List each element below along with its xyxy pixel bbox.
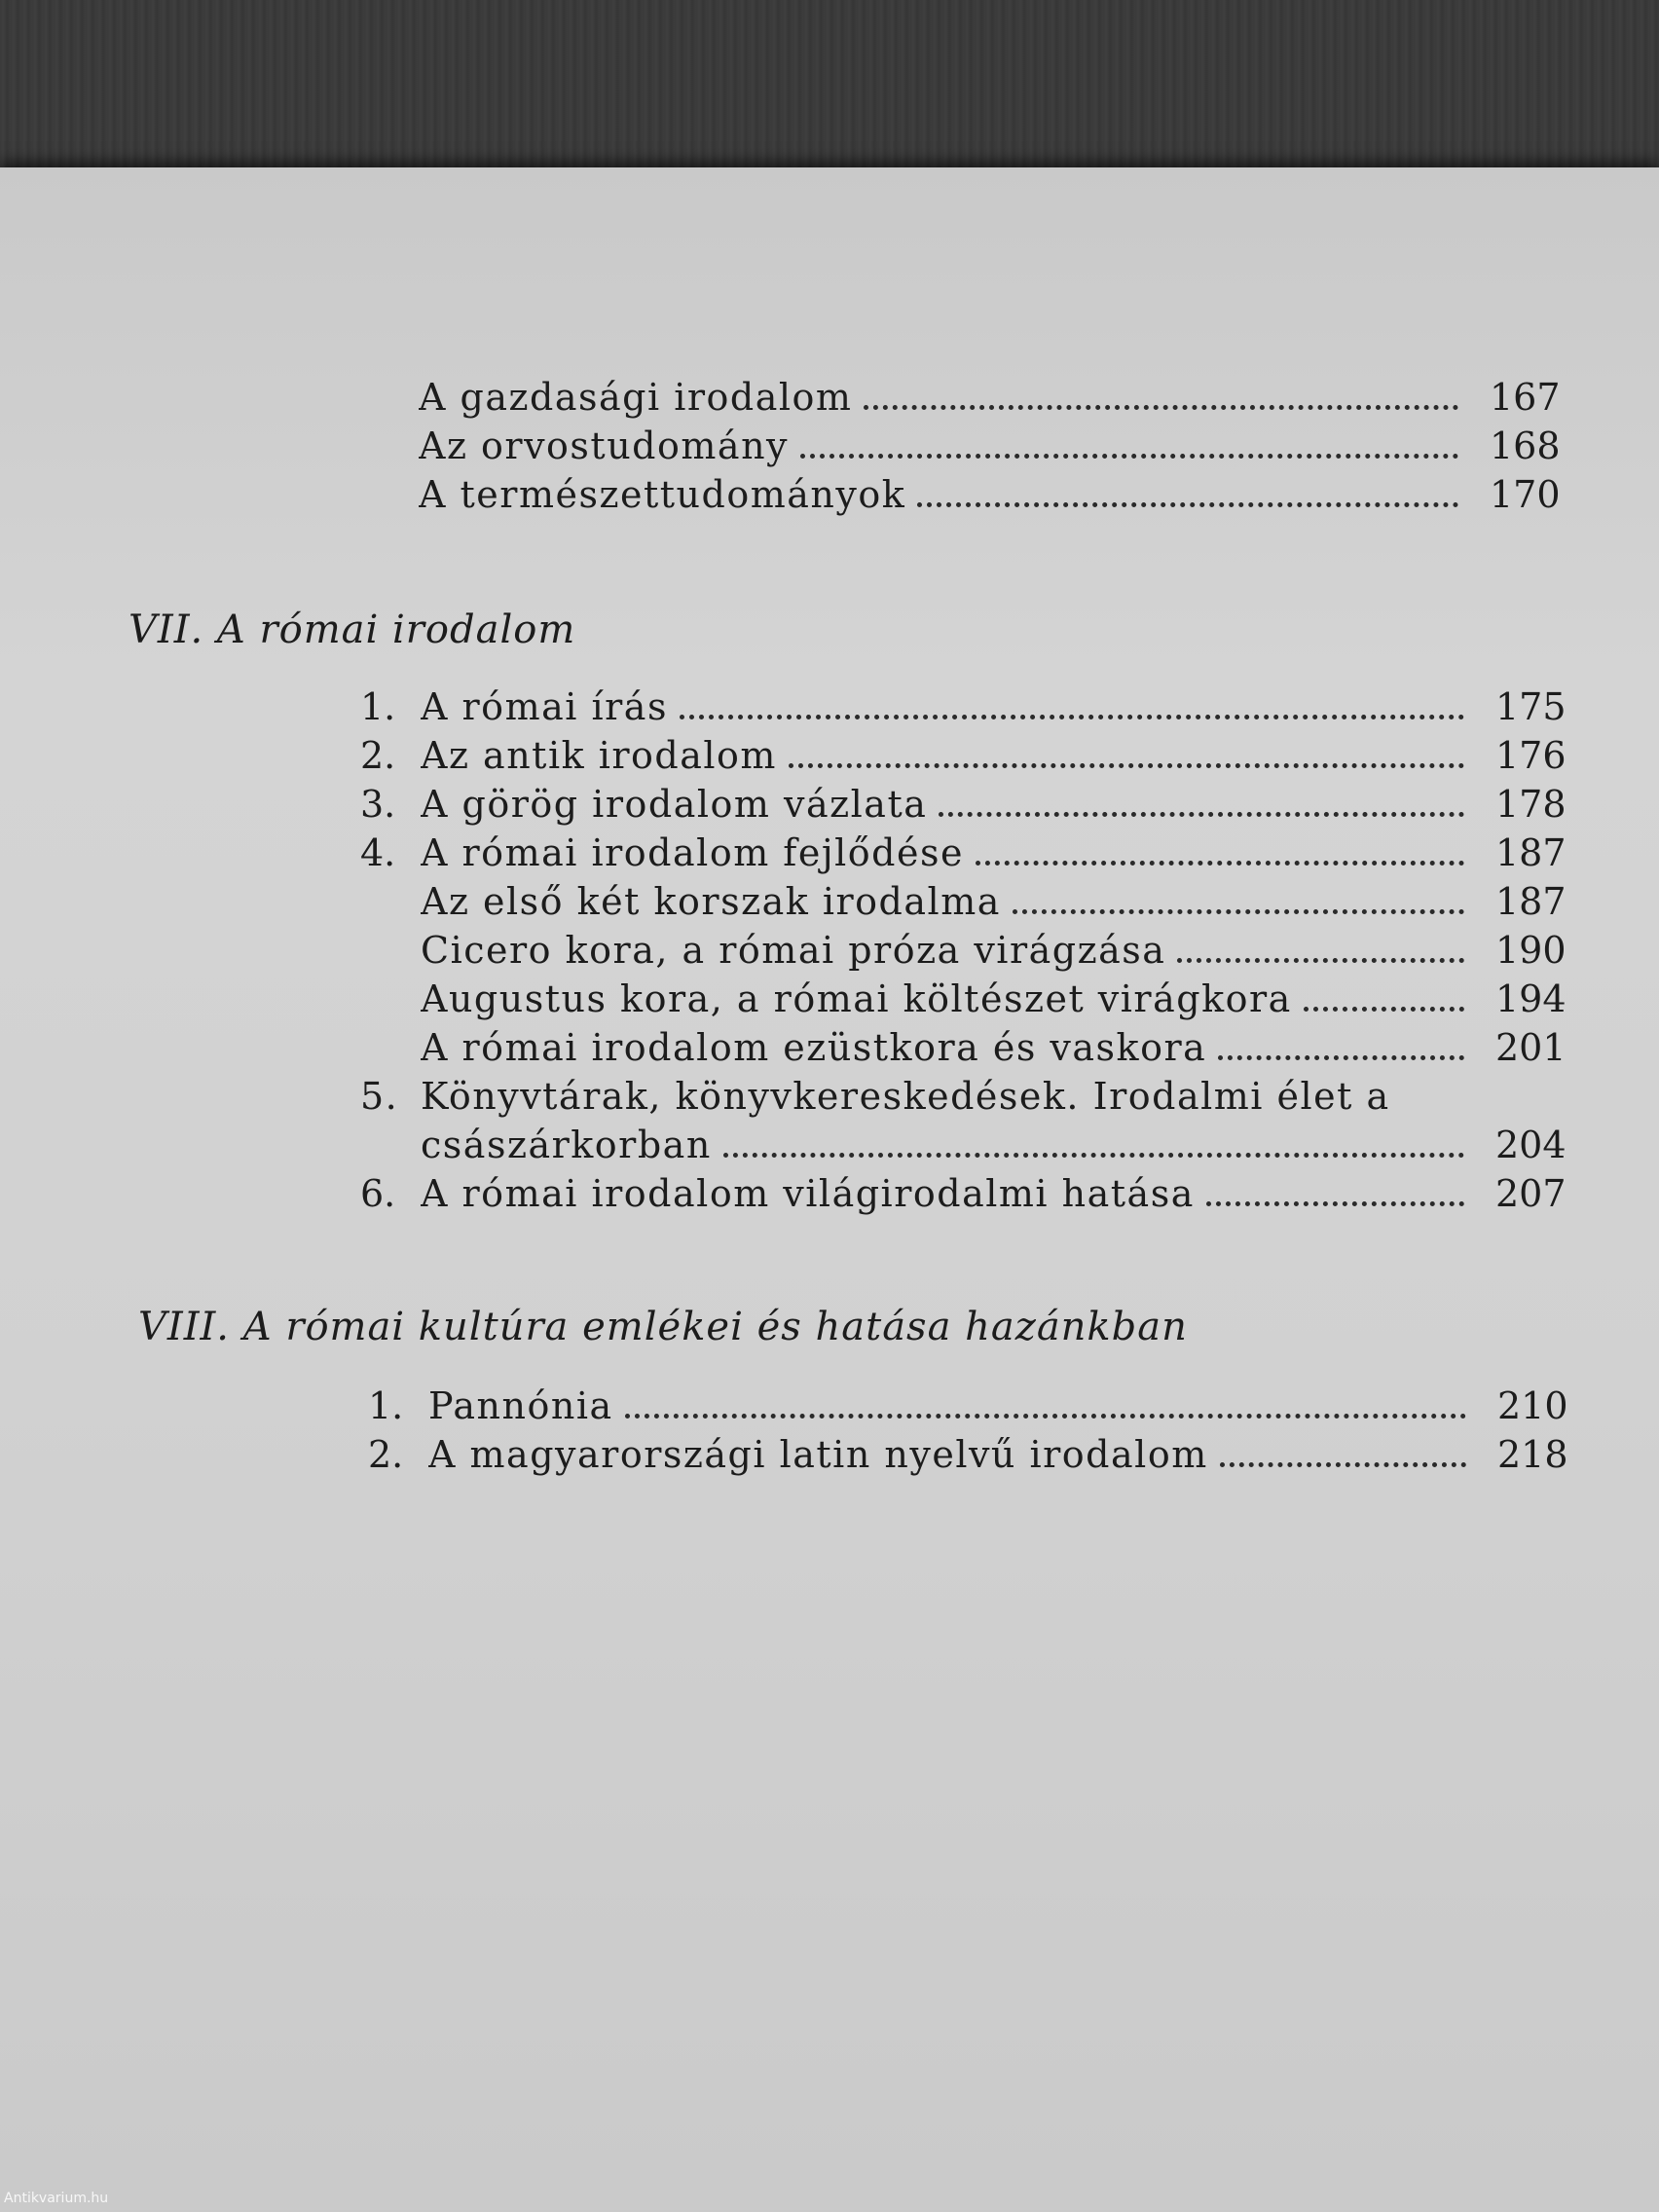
dot-leader — [625, 1384, 1466, 1419]
toc-entry-label: A gazdasági irodalom — [419, 376, 853, 419]
toc-entry-row — [421, 732, 1474, 779]
toc-entry-row — [421, 927, 1474, 974]
toc-entry — [368, 1382, 1585, 1429]
toc-entry-number: 1. — [368, 1384, 404, 1427]
toc-entry — [360, 830, 1583, 876]
toc-entry-page: 207 — [1495, 1172, 1567, 1215]
table-of-contents — [0, 167, 1659, 2212]
dot-leader — [789, 734, 1464, 768]
toc-entry-row — [419, 374, 1468, 421]
toc-entry — [419, 374, 1577, 421]
toc-entry-label: Az orvostudomány — [419, 424, 790, 467]
toc-entry — [360, 1122, 1583, 1168]
toc-entry-label: A görög irodalom vázlata — [421, 783, 928, 826]
toc-entry — [419, 471, 1577, 518]
toc-entry — [360, 976, 1583, 1022]
toc-entry-row — [421, 683, 1474, 730]
toc-entry-row — [421, 1170, 1474, 1217]
toc-entry-page: 176 — [1495, 734, 1567, 777]
toc-entry-number: 2. — [368, 1433, 404, 1476]
dot-leader — [1206, 1172, 1464, 1206]
dot-leader — [864, 376, 1458, 410]
dot-leader — [976, 831, 1464, 866]
toc-entry-row — [421, 878, 1474, 925]
book-page — [0, 167, 1659, 2212]
toc-entry-page: 168 — [1490, 424, 1561, 467]
toc-entry-page: 204 — [1495, 1124, 1567, 1166]
toc-entry-row — [421, 1122, 1474, 1168]
toc-entry-row — [421, 781, 1474, 828]
toc-entry-page: 190 — [1495, 929, 1567, 972]
toc-entry-label-line1: Könyvtárak, könyvkereskedések. Irodalmi élet a — [421, 1075, 1390, 1118]
toc-entry — [419, 423, 1577, 469]
toc-entry-label: Cicero kora, a római próza virágzása — [421, 929, 1166, 972]
dot-leader — [800, 424, 1458, 459]
toc-entry-label: Az antik irodalom — [421, 734, 777, 777]
toc-entry — [360, 732, 1583, 779]
chapter-viii-heading: VIII. A római kultúra emlékei és hatása hazánkban — [138, 1305, 1188, 1349]
toc-entry-number: 1. — [360, 685, 396, 728]
toc-entry-row — [428, 1382, 1476, 1429]
chapter-vii-heading: VII. A római irodalom — [129, 608, 576, 652]
toc-entry — [360, 683, 1583, 730]
toc-entry — [360, 927, 1583, 974]
toc-entry-number: 5. — [360, 1075, 399, 1118]
toc-entry-label: A magyarországi latin nyelvű irodalom — [428, 1433, 1208, 1476]
toc-entry — [360, 1024, 1583, 1071]
toc-entry-label: Augustus kora, a római költészet virágkora — [421, 977, 1292, 1020]
toc-entry-label: A római írás — [421, 685, 668, 728]
dot-leader — [680, 685, 1464, 719]
watermark-text: Antikvarium.hu — [4, 2191, 109, 2206]
toc-entry-row — [419, 423, 1468, 469]
toc-entry-page: 201 — [1495, 1026, 1567, 1069]
toc-entry-row — [419, 471, 1468, 518]
dot-leader — [1177, 929, 1464, 963]
toc-entry-label: Az első két korszak irodalma — [421, 880, 1001, 923]
toc-entry-label-line2: császárkorban — [421, 1124, 712, 1166]
toc-entry — [368, 1431, 1585, 1478]
toc-entry — [360, 781, 1583, 828]
toc-entry — [360, 1170, 1583, 1217]
toc-entry-label: A római irodalom ezüstkora és vaskora — [421, 1026, 1207, 1069]
toc-entry-page: 178 — [1495, 783, 1567, 826]
toc-entry-page: 218 — [1497, 1433, 1568, 1476]
toc-entry-label: A római irodalom világirodalmi hatása — [421, 1172, 1195, 1215]
dot-leader — [1220, 1433, 1466, 1467]
toc-entry-page: 194 — [1495, 977, 1567, 1020]
toc-entry-row — [428, 1431, 1476, 1478]
toc-entry-number: 3. — [360, 783, 396, 826]
dot-leader — [1218, 1026, 1464, 1060]
toc-entry-page: 210 — [1497, 1384, 1568, 1427]
toc-entry-page: 187 — [1495, 880, 1567, 923]
toc-entry-page: 170 — [1490, 473, 1561, 516]
book-spine-backdrop — [0, 0, 1659, 185]
toc-entry-label: A római irodalom fejlődése — [421, 831, 964, 874]
toc-entry-label: Pannónia — [428, 1384, 613, 1427]
dot-leader — [1304, 977, 1464, 1012]
dot-leader — [1013, 880, 1464, 914]
toc-entry-row — [421, 1024, 1474, 1071]
toc-entry-page: 167 — [1490, 376, 1561, 419]
dot-leader — [939, 783, 1464, 817]
dot-leader — [723, 1124, 1464, 1158]
toc-entry — [360, 878, 1583, 925]
toc-entry-row — [421, 976, 1474, 1022]
toc-entry-row — [421, 830, 1474, 876]
toc-entry-page: 175 — [1495, 685, 1567, 728]
dot-leader — [917, 473, 1458, 507]
toc-entry-page: 187 — [1495, 831, 1567, 874]
toc-entry-number: 2. — [360, 734, 396, 777]
toc-entry-label: A természettudományok — [419, 473, 906, 516]
toc-entry-number: 4. — [360, 831, 396, 874]
toc-entry-number: 6. — [360, 1172, 396, 1215]
